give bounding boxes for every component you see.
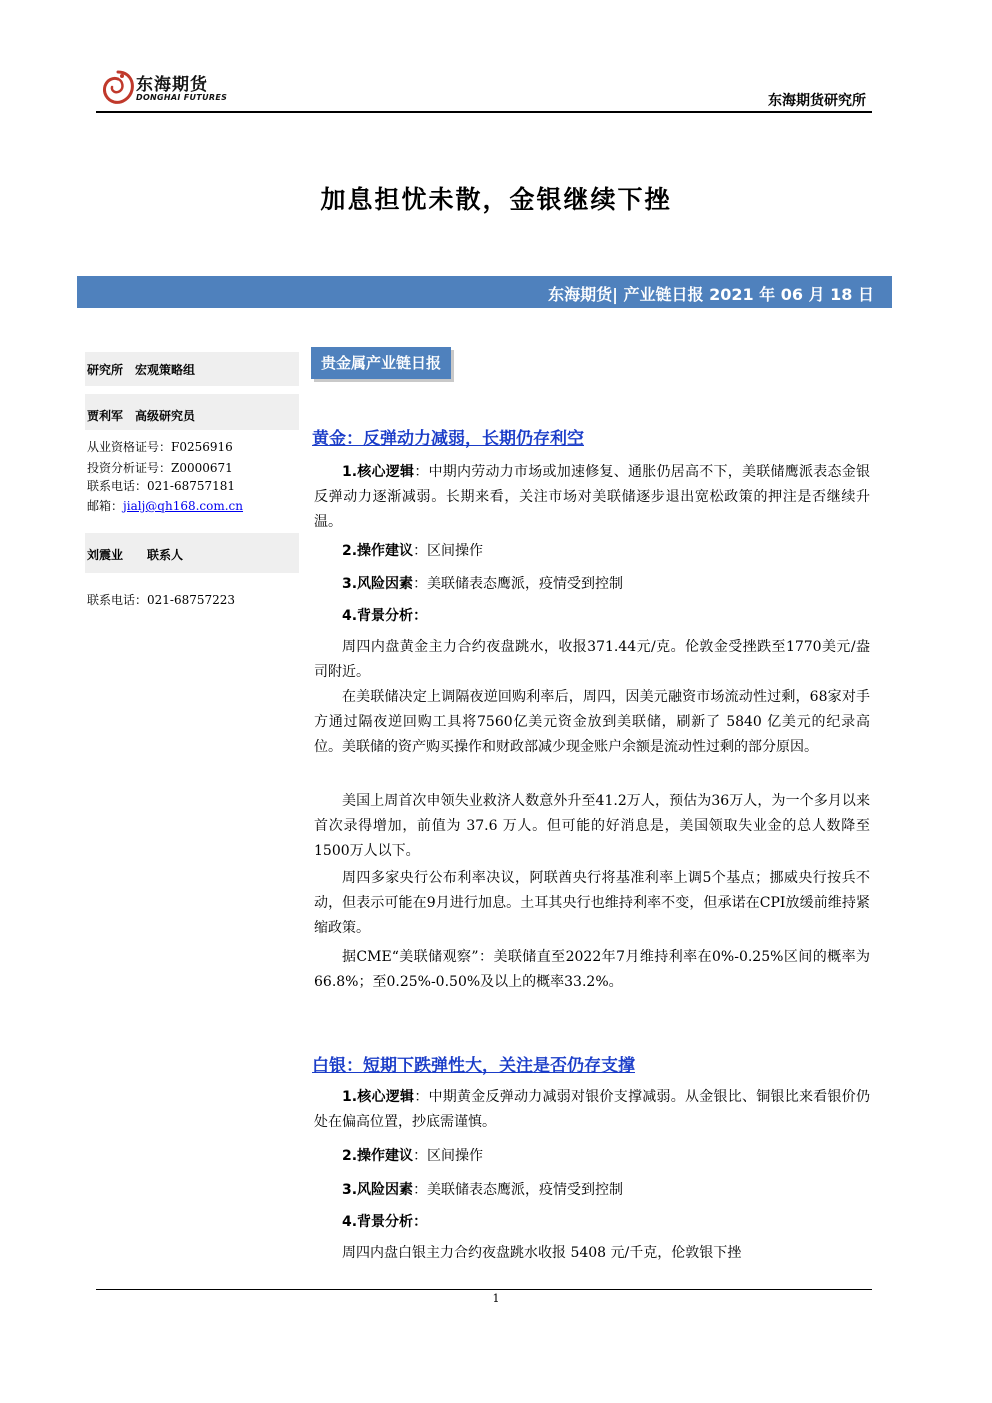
silver-risk-text: ：美联储表态鹰派，疫情受到控制 [413, 1182, 624, 1198]
silver-background-line [342, 1211, 427, 1231]
sidebar-email-label: 邮箱： [87, 499, 124, 513]
silver-heading: 白银：短期下跌弹性大，关注是否仍存支撑 [312, 1056, 635, 1076]
gold-background-colon: ： [413, 608, 428, 624]
dragon-logo-icon [98, 68, 138, 108]
silver-advice-line [342, 1145, 483, 1165]
company-logo [98, 66, 233, 110]
gold-risk-line [342, 573, 623, 593]
gold-logic-paragraph [314, 460, 870, 535]
header-rule [96, 111, 872, 113]
gold-advice-text: ：区间操作 [413, 543, 484, 559]
section-tag: 贵金属产业链日报 [311, 347, 451, 379]
report-banner-text: 东海期货| 产业链日报 2021 年 06 月 18 日 [548, 285, 874, 304]
silver-background-label: 4.背景分析 [342, 1214, 414, 1230]
silver-background-colon: ： [413, 1214, 428, 1230]
silver-paragraph-1: 周四内盘白银主力合约夜盘跳水收报 5408 元/千克，伦敦银下挫 [342, 1245, 742, 1261]
gold-paragraph-1: 周四内盘黄金主力合约夜盘跳水，收报371.44元/克。伦敦金受挫跌至1770美元/盎司附近。 [314, 639, 870, 680]
report-banner [77, 276, 892, 308]
logo-chinese-text: 东海期货 [136, 75, 208, 95]
sidebar-phone1: 联系电话：021-68757181 [87, 479, 236, 493]
gold-paragraph-4: 周四多家央行公布利率决议，阿联酋央行将基准利率上调5个基点；挪威央行按兵不动，但表示可能在9月进行加息。土耳其央行也维持利率不变，但承诺在CPI放缓前维持紧缩政策。 [314, 870, 870, 936]
gold-heading: 黄金：反弹动力减弱，长期仍存利空 [312, 429, 584, 449]
gold-logic-label: 1.核心逻辑 [342, 464, 415, 480]
page-number: 1 [492, 1292, 500, 1305]
gold-paragraph-2: 在美联储决定上调隔夜逆回购利率后，周四，因美元融资市场流动性过剩，68家对手方通过隔夜逆回购工具将7560亿美元资金放到美联储，刷新了 5840 亿美元的纪录高位。美联储的资产购买操作和财政部减少现金账户余额是流动性过剩的部分原因。 [314, 689, 870, 755]
sidebar-phone2: 联系电话：021-68757223 [87, 593, 236, 607]
gold-background-line [342, 605, 427, 625]
sidebar-analyst1: 贾利军 高级研究员 [87, 409, 196, 423]
sidebar-dept: 研究所 宏观策略组 [87, 363, 196, 377]
silver-risk-label: 3.风险因素 [342, 1182, 414, 1198]
gold-paragraph-5: 据CME“美联储观察”：美联储直至2022年7月维持利率在0%-0.25%区间的概率为66.8%；至0.25%-0.50%及以上的概率33.2%。 [314, 949, 870, 990]
silver-advice-text: ：区间操作 [413, 1148, 484, 1164]
silver-risk-line [342, 1179, 623, 1199]
silver-logic-label: 1.核心逻辑 [342, 1089, 415, 1105]
sidebar-email-link[interactable]: jialj@qh168.com.cn [123, 499, 244, 513]
gold-paragraph-3: 美国上周首次申领失业救济人数意外升至41.2万人，预估为36万人，为一个多月以来首次录得增加，前值为 37.6 万人。但可能的好消息是，美国领取失业金的总人数降至1500万人以下。 [314, 793, 870, 859]
gold-advice-line [342, 540, 483, 560]
silver-logic-text: ：中期黄金反弹动力减弱对银价支撑减弱。从金银比、铜银比来看银价仍处在偏高位置，抄底需谨慎。 [314, 1089, 871, 1130]
gold-logic-text: ：中期内劳动力市场或加速修复、通胀仍居高不下，美联储鹰派表态金银反弹动力逐渐减弱。长期来看，关注市场对美联储逐步退出宽松政策的押注是否继续升温。 [314, 464, 871, 530]
sidebar-email-row [87, 497, 243, 514]
silver-logic-paragraph [314, 1085, 870, 1135]
footer-rule [96, 1289, 872, 1290]
gold-advice-label: 2.操作建议 [342, 543, 414, 559]
document-title: 加息担忧未散，金银继续下挫 [320, 185, 672, 214]
gold-risk-text: ：美联储表态鹰派，疫情受到控制 [413, 576, 624, 592]
header-institute-title: 东海期货研究所 [768, 93, 866, 109]
gold-background-label: 4.背景分析 [342, 608, 414, 624]
sidebar-cert1: 从业资格证号：F0256916 [87, 440, 233, 454]
sidebar-analyst2: 刘震业 联系人 [87, 548, 184, 562]
gold-risk-label: 3.风险因素 [342, 576, 414, 592]
silver-advice-label: 2.操作建议 [342, 1148, 414, 1164]
logo-english-text: DONGHAI FUTURES [136, 93, 228, 102]
sidebar-cert2: 投资分析证号：Z0000671 [87, 461, 233, 475]
